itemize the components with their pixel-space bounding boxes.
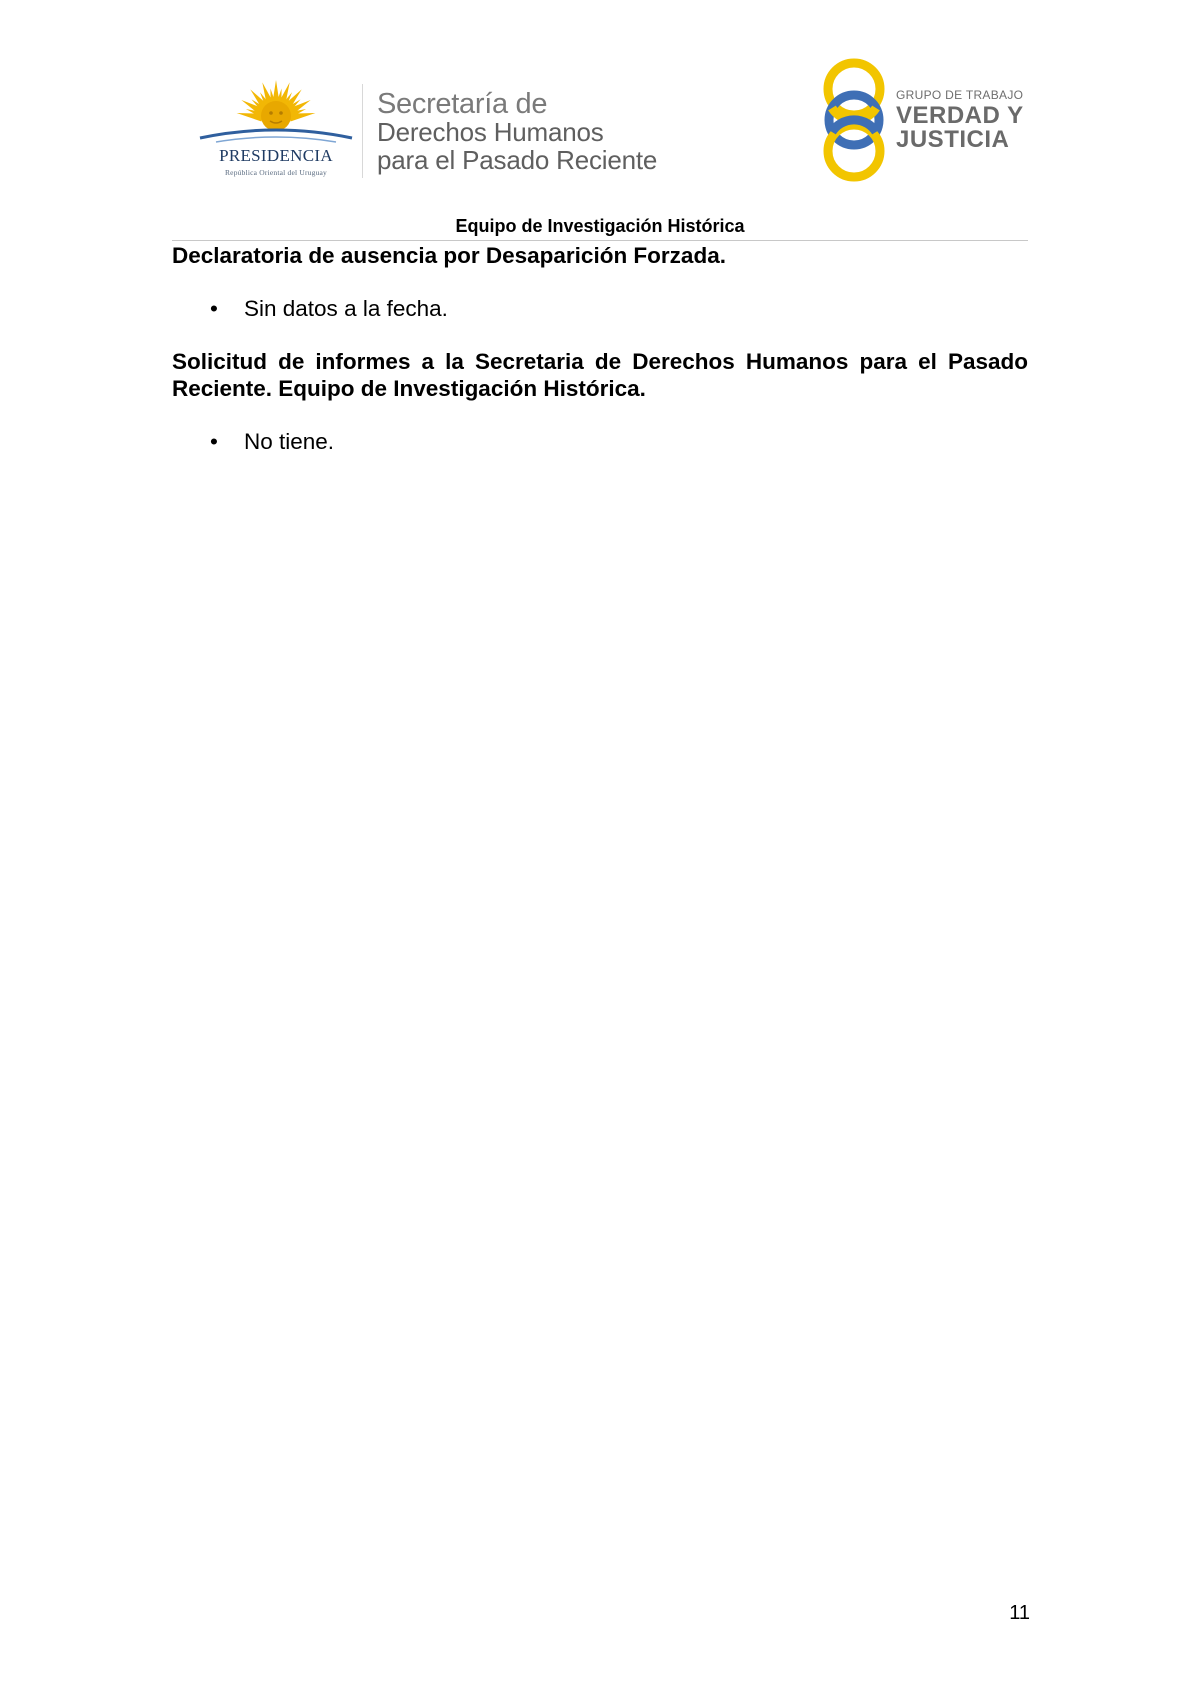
verdad-justicia-line-1: VERDAD Y <box>896 102 1024 129</box>
linked-rings-icon <box>820 56 892 184</box>
running-header-title: Equipo de Investigación Histórica <box>455 216 745 236</box>
presidencia-name: PRESIDENCIA <box>219 146 333 165</box>
presidencia-subtitle: República Oriental del Uruguay <box>224 168 327 177</box>
header-rule <box>172 240 1028 241</box>
bullet-list <box>172 428 1028 455</box>
presidencia-logo <box>196 76 356 184</box>
logo-divider <box>362 84 363 178</box>
secretaria-line-2: Derechos Humanos <box>377 117 604 147</box>
section-heading: Declaratoria de ausencia por Desaparición Forzada. <box>172 243 726 268</box>
list-item <box>172 295 1028 322</box>
bullet-list <box>172 295 1028 322</box>
verdad-justicia-top: GRUPO DE TRABAJO <box>896 88 1024 102</box>
verdad-justicia-line-2: JUSTICIA <box>896 126 1010 153</box>
secretaria-logo <box>377 90 707 174</box>
verdad-justicia-logo <box>820 56 1030 184</box>
list-item-text: No tiene. <box>244 429 335 454</box>
bullet-icon: • <box>210 429 218 454</box>
secretaria-line-3: para el Pasado Reciente <box>377 145 658 175</box>
bullet-icon: • <box>210 296 218 321</box>
page-number: 11 <box>1009 1602 1030 1624</box>
document-body <box>172 242 1028 455</box>
list-item <box>172 428 1028 455</box>
section-heading: Solicitud de informes a la Secretaria de Derechos Humanos para el Pasado Reciente. Equipo de Investigación Histórica. <box>172 349 1028 401</box>
secretaria-line-1: Secretaría de <box>377 88 548 120</box>
sun-emblem-icon <box>196 76 356 148</box>
list-item-text: Sin datos a la fecha. <box>244 296 448 321</box>
